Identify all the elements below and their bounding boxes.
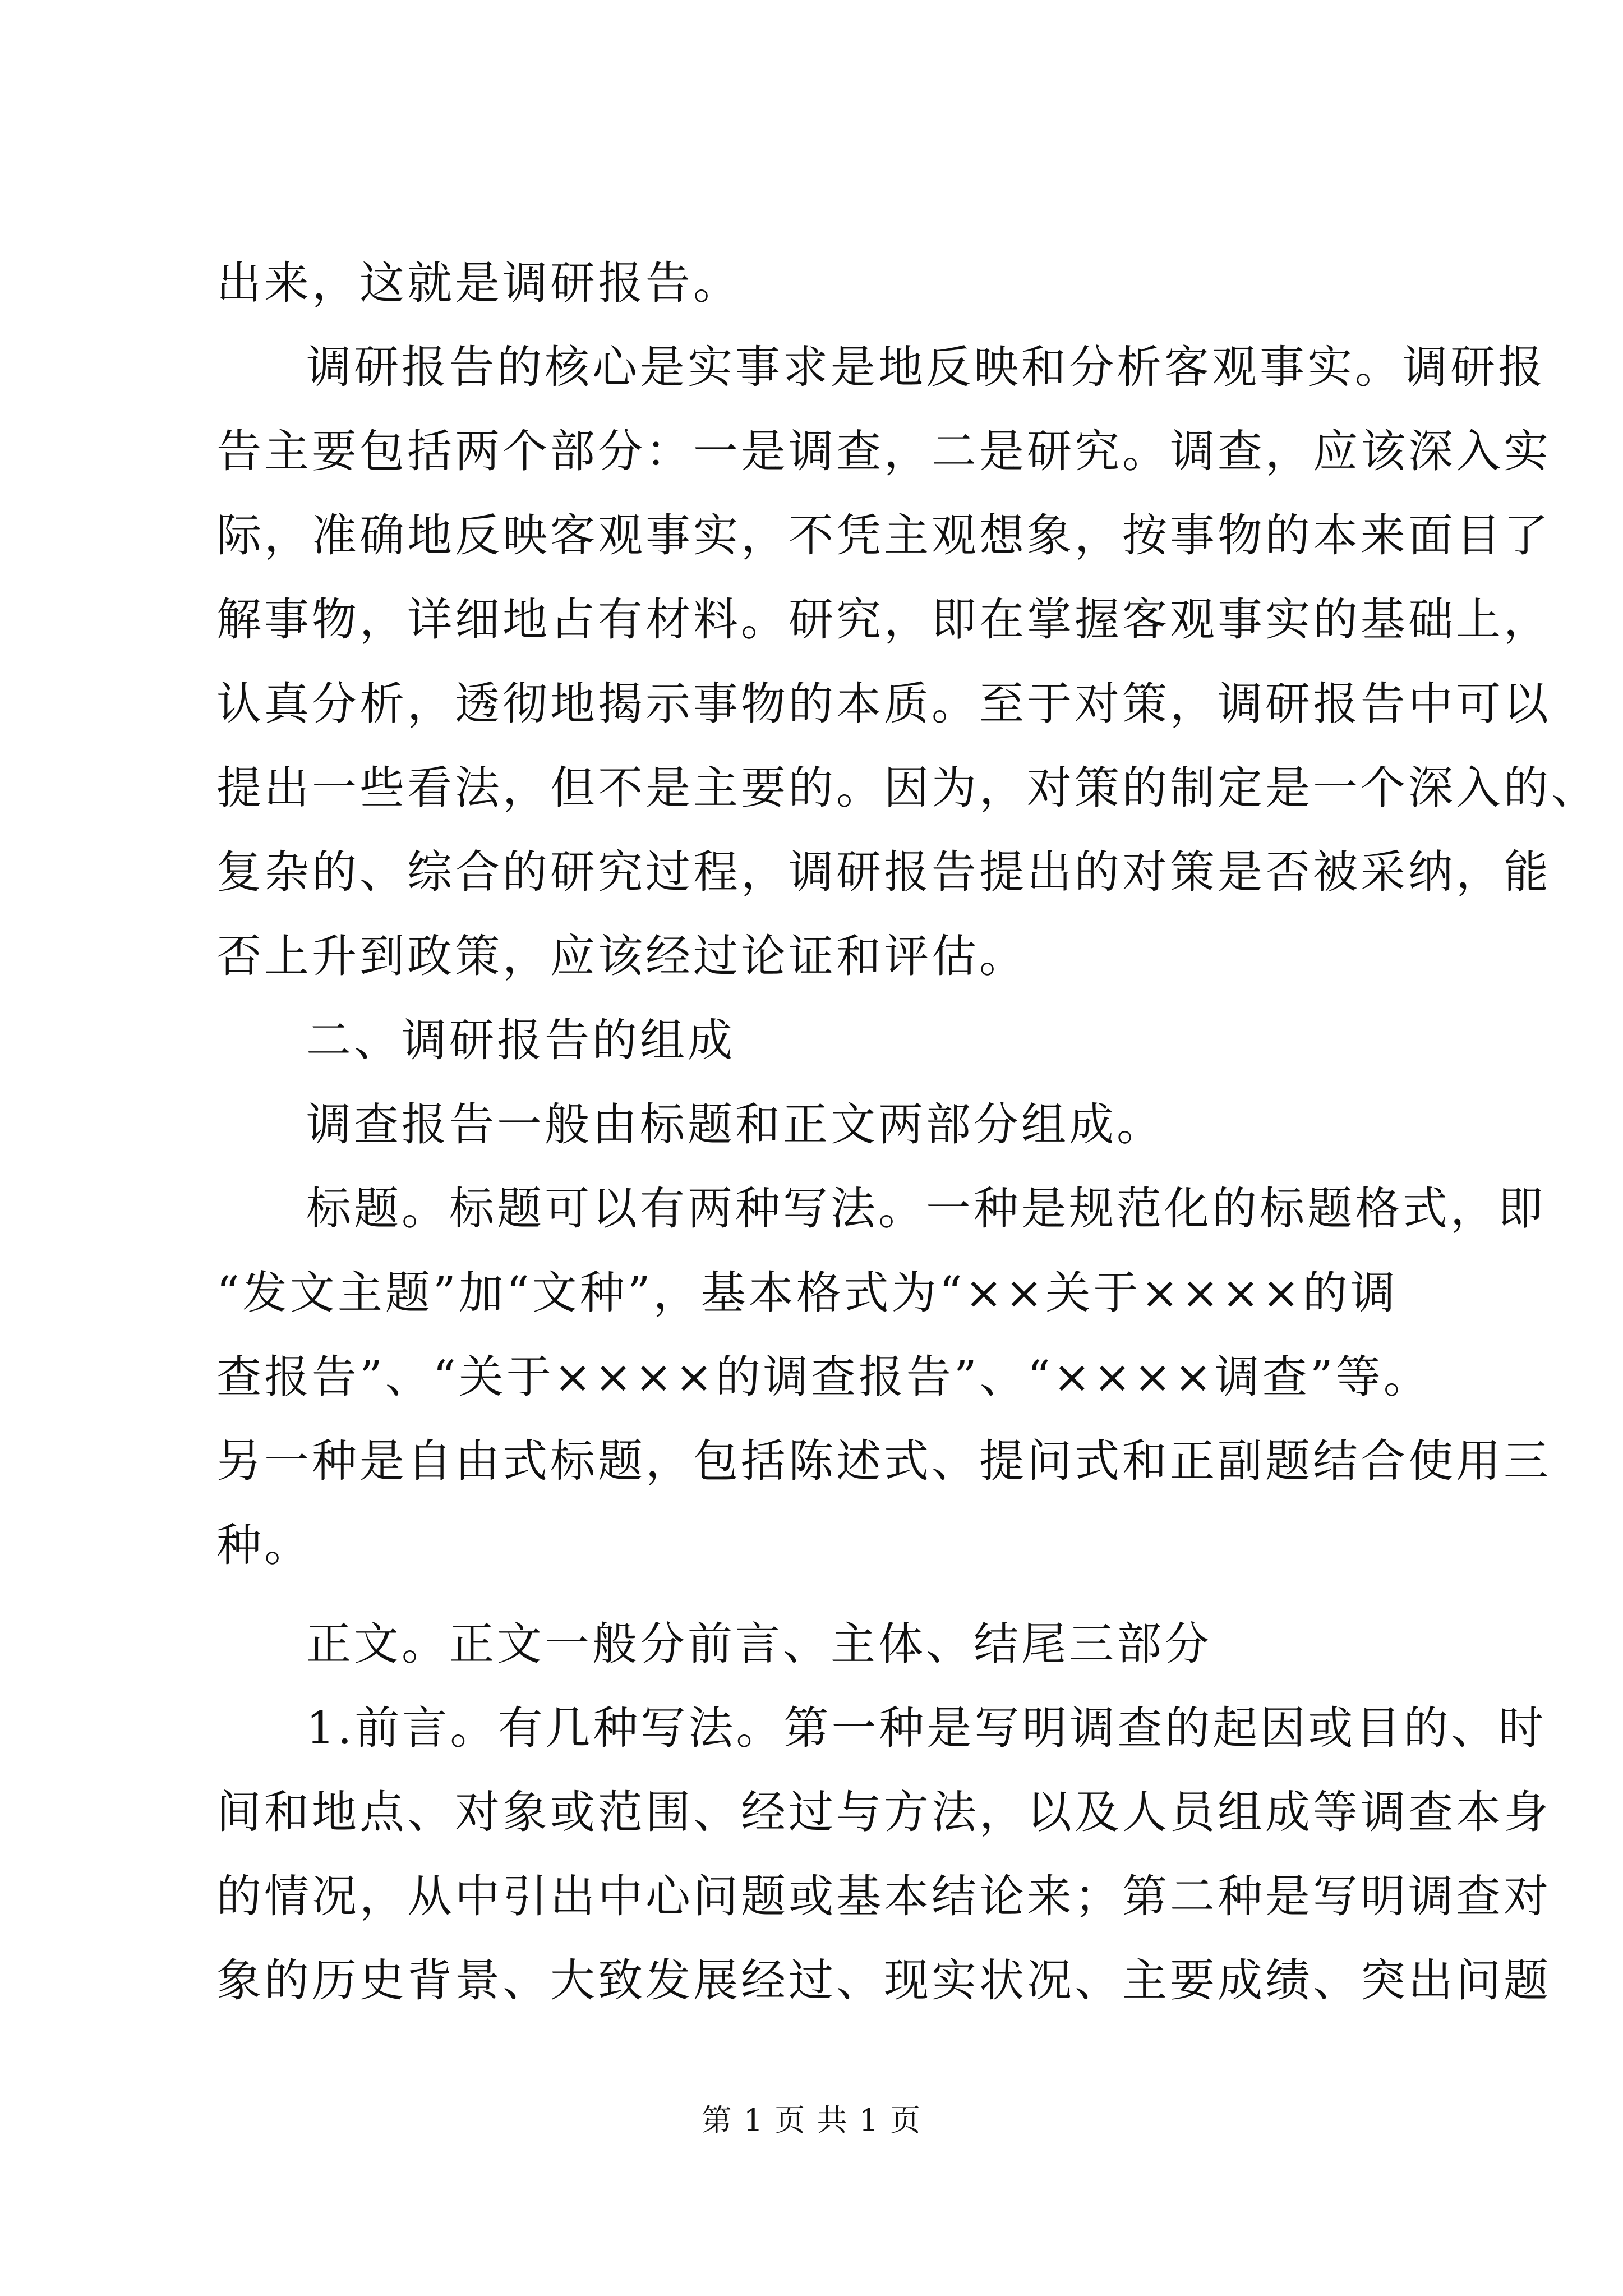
text-line: 的情况，从中引出中心问题或基本结论来；第二种是写明调查对	[216, 1870, 1551, 1922]
text-line: 标题。标题可以有两种写法。一种是规范化的标题格式，即	[306, 1182, 1546, 1235]
text-line: “发文主题”加“文种”，基本格式为“××关于××××的调	[216, 1267, 1398, 1319]
text-line: 调查报告一般由标题和正文两部分组成。	[306, 1098, 1164, 1151]
text-line: 另一种是自由式标题，包括陈述式、提问式和正副题结合使用三	[216, 1435, 1551, 1487]
text-line: 提出一些看法，但不是主要的。因为，对策的制定是一个深入的、	[216, 762, 1599, 814]
page-number: 第 1 页 共 1 页	[701, 2102, 922, 2138]
text-line: 出来，这就是调研报告。	[216, 257, 741, 309]
section-heading: 二、调研报告的组成	[306, 1014, 735, 1066]
text-line: 告主要包括两个部分：一是调查，二是研究。调查，应该深入实	[216, 425, 1551, 477]
text-line: 调研报告的核心是实事求是地反映和分析客观事实。调研报	[306, 341, 1546, 393]
text-line: 1.前言。有几种写法。第一种是写明调查的起因或目的、时	[306, 1702, 1547, 1754]
text-line: 认真分析，透彻地揭示事物的本质。至于对策，调研报告中可以	[216, 678, 1551, 730]
text-line: 际，准确地反映客观事实，不凭主观想象，按事物的本来面目了	[216, 509, 1551, 562]
text-line: 正文。正文一般分前言、主体、结尾三部分	[306, 1618, 1212, 1670]
text-line: 间和地点、对象或范围、经过与方法，以及人员组成等调查本身	[216, 1786, 1551, 1838]
document-body	[216, 241, 1599, 2023]
text-line: 象的历史背景、大致发展经过、现实状况、主要成绩、突出问题	[216, 1954, 1551, 2007]
text-line: 否上升到政策，应该经过论证和评估。	[216, 930, 1027, 982]
text-line: 解事物，详细地占有材料。研究，即在掌握客观事实的基础上，	[216, 593, 1551, 646]
page-footer	[0, 2101, 1623, 2140]
text-line: 复杂的、综合的研究过程，调研报告提出的对策是否被采纳，能	[216, 846, 1551, 898]
text-line: 查报告”、“关于××××的调查报告”、“××××调查”等。	[216, 1351, 1431, 1403]
text-line: 种。	[216, 1519, 312, 1571]
